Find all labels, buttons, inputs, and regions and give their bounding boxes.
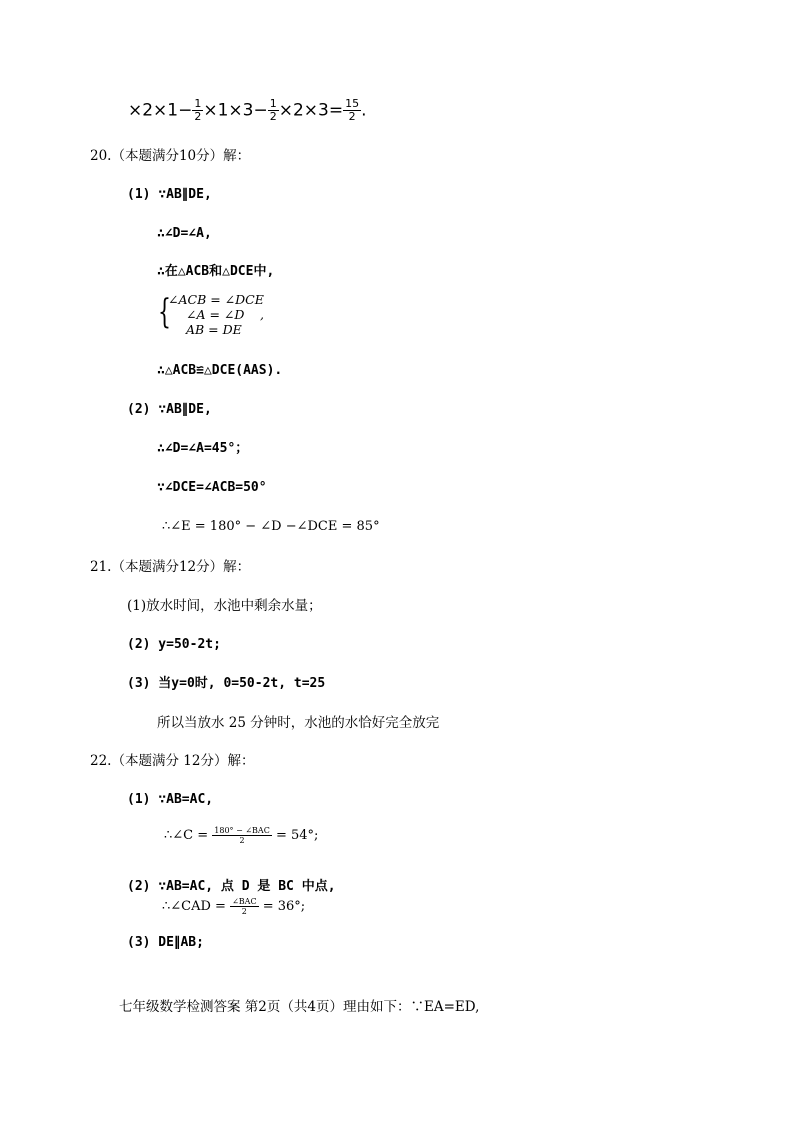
q22-line: (1) ∵AB=AC, [127, 792, 214, 807]
fraction: $\frac{1}{2}$ [194, 97, 202, 123]
q22-line: (3) DE∥AB; [127, 935, 204, 950]
formula-part: . [361, 100, 367, 121]
q20-line: ∵∠DCE=∠ACB=50° [157, 480, 267, 495]
q20-header: 20.（本题满分10分）解： [90, 148, 251, 164]
angle-cad-formula: ∴∠CAD = $\frac{\text{∠BAC}}{2}$ = 36°; [162, 897, 306, 916]
formula-part: ×1×3− [203, 100, 268, 121]
top-formula [128, 98, 367, 123]
fraction: $\frac{\text{180° − ∠BAC}}{2}$ [214, 826, 270, 845]
q20-line: ∴∠E = 180° − ∠D −∠DCE = 85° [162, 519, 380, 534]
q20-line: (1) ∵AB∥DE, [127, 187, 212, 202]
equation-system-row: ∠ACB = ∠DCE [168, 292, 264, 307]
fraction: $\frac{15}{2}$ [345, 97, 360, 123]
formula-part: ×2×1− [128, 100, 193, 121]
angle-c-formula: ∴∠C = $\frac{\text{180° − ∠BAC}}{2}$ = 54°; [164, 826, 319, 845]
q20-line: ∴在△ACB和△DCE中, [157, 264, 275, 279]
q21-line: 所以当放水 25 分钟时，水池的水恰好完全放完 [157, 715, 440, 731]
q20-line: (2) ∵AB∥DE, [127, 402, 212, 417]
q22-header: 22.（本题满分 12分）解： [90, 753, 255, 769]
q20-line: ∴△ACB≌△DCE(AAS). [157, 363, 283, 378]
q20-line: ∴∠D=∠A=45°； [157, 441, 249, 456]
q21-header: 21.（本题满分12分）解： [90, 559, 251, 575]
equation-system-row: ∠A = ∠D [186, 307, 245, 322]
q22-line: (2) ∵AB=AC, 点 D 是 BC 中点, [127, 879, 336, 894]
q21-line: (3) 当y=0时, 0=50-2t, t=25 [127, 676, 326, 691]
fraction: $\frac{1}{2}$ [269, 97, 277, 123]
system-brace: { [158, 292, 171, 332]
q20-line: ∴∠D=∠A, [157, 226, 212, 241]
equation-system-comma: , [260, 307, 264, 322]
formula-part: ×2×3= [278, 100, 344, 121]
q21-line: (2) y=50-2t; [127, 637, 221, 652]
fraction: $\frac{\text{∠BAC}}{2}$ [232, 897, 257, 916]
page-footer: 七年级数学检测答案 第2页（共4页）理由如下：∵EA=ED, [119, 999, 480, 1015]
q21-line: (1)放水时间，水池中剩余水量； [127, 598, 322, 614]
equation-system-row: AB = DE [186, 322, 242, 337]
